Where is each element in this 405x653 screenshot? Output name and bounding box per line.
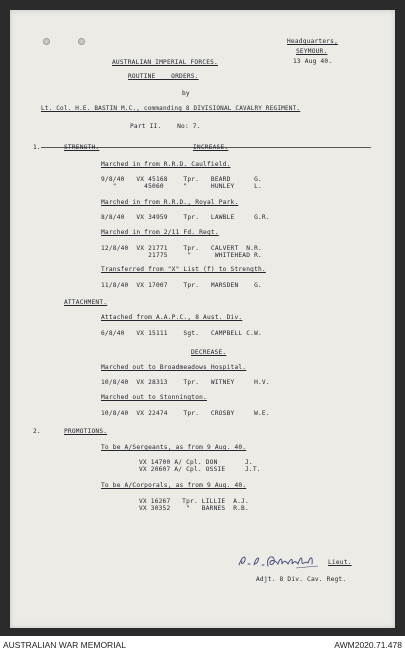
commander-line: Lt. Col. H.E. BASTIN M.C., commanding 8 DIVISIONAL CAVALRY REGIMENT. [41,105,301,112]
signature-rank: Lieut. [328,559,352,566]
record-row: 10/8/40 VX 28313 Tpr. WITNEY H.V. [101,379,270,386]
record-row: 9/8/40 VX 45168 Tpr. BEARD G. [101,176,262,183]
handwritten-signature [236,552,326,570]
record-row: 6/8/40 VX 15111 Sgt. CAMPBELL C.W. [101,330,262,337]
archive-footer [0,636,405,653]
orders-title: ROUTINE ORDERS. [128,73,199,80]
decrease-heading: DECREASE. [191,349,227,356]
sergeants-line: To be A/Sergeants, as from 9 Aug. 40. [101,444,247,451]
record-row: " 45060 " HUNLEY L. [101,183,262,190]
by-label: by [182,90,190,97]
increase-heading: INCREASE. [193,144,229,151]
document-page [10,10,395,628]
marched-royal-park: Marched in from R.R.D., Royal Park. [101,199,239,206]
date-label: 13 Aug 40. [293,58,333,65]
corporals-line: To be A/Corporals, as from 9 Aug. 40. [101,482,247,489]
section-1-number: 1. [33,144,41,151]
strength-heading: STRENGTH. [64,144,100,151]
part-number: Part II. No: 7. [130,123,201,130]
broadmeadows-line: Marched out to Broadmeadows Hospital. [101,364,247,371]
stonnington-line: Marched out to Stonnington. [101,394,207,401]
place-label: SEYMOUR. [296,48,328,55]
record-row: 10/8/40 VX 22474 Tpr. CROSBY W.E. [101,410,270,417]
promotion-row: VX 16267 Tpr. LILLIE A.J. [139,498,249,505]
footer-accession-number: AWM2020.71.478 [334,640,402,650]
record-row: 8/8/40 VX 34959 Tpr. LAWBLE G.R. [101,214,270,221]
promotion-row: VX 14700 A/ Cpl. DON J. [139,459,253,466]
footer-source: AUSTRALIAN WAR MEMORIAL [3,640,126,650]
marched-regt: Marched in from 2/11 Fd. Regt. [101,229,219,236]
signature-appointment: Adjt. 8 Div. Cav. Regt. [256,576,347,583]
marched-caulfield: Marched in from R.R.D. Caulfield. [101,161,231,168]
forces-title: AUSTRALIAN IMPERIAL FORCES. [112,59,218,66]
transferred-line: Transferred from "X" List (f) to Strength. [101,266,266,273]
section-2-number: 2. [33,428,41,435]
punch-hole [43,38,50,45]
record-row: 11/8/40 VX 17007 Tpr. MARSDEN G. [101,282,262,289]
punch-hole [78,38,85,45]
attached-line: Attached from A.A.P.C., 8 Aust. Div. [101,314,243,321]
record-row: 12/8/40 VX 21771 Tpr. CALVERT N.R. [101,245,262,252]
promotion-row: VX 20607 A/ Cpl. OSSIE J.T. [139,466,261,473]
promotion-row: VX 30352 " BARNES R.B. [139,505,249,512]
record-row: 21775 " WHITEHEAD R. [101,252,262,259]
attachment-heading: ATTACHMENT. [64,299,108,306]
promotions-heading: PROMOTIONS. [64,428,108,435]
headquarters-label: Headquarters, [287,38,339,45]
